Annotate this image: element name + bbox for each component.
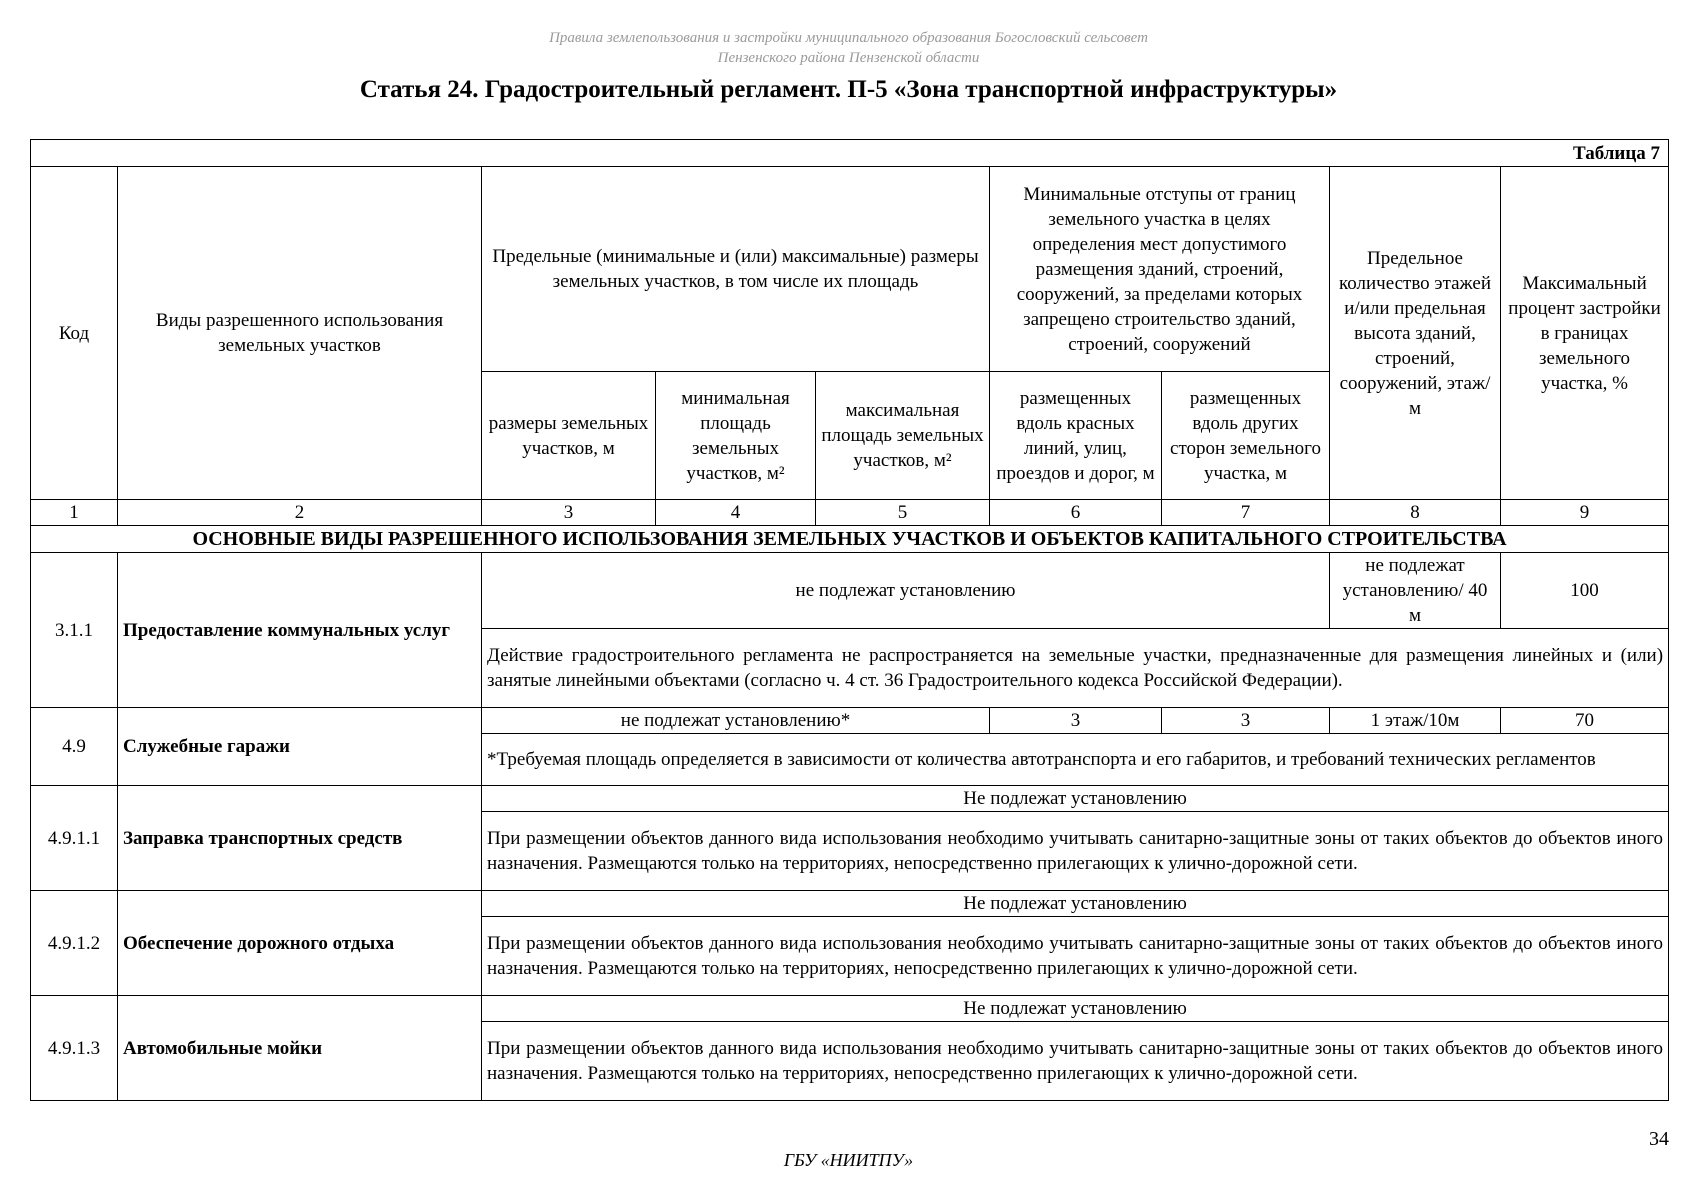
row-code: 3.1.1	[31, 553, 118, 708]
header-sub-max-area: максимальная площадь земельных участков, м²	[816, 372, 990, 500]
table-caption: Таблица 7	[31, 140, 1669, 167]
row-params: не подлежат установлению	[482, 553, 1330, 629]
row-name: Заправка транспортных средств	[118, 786, 482, 891]
header-sub-red-lines: размещенных вдоль красных линий, улиц, проездов и дорог, м	[990, 372, 1162, 500]
col-number: 3	[482, 500, 656, 526]
header-code: Код	[31, 167, 118, 500]
row-code: 4.9.1.3	[31, 996, 118, 1101]
header-row-1	[31, 167, 1669, 372]
row-setback-other: 3	[1162, 708, 1330, 734]
row-name: Обеспечение дорожного отдыха	[118, 891, 482, 996]
row-code: 4.9	[31, 708, 118, 786]
row-note: Действие градостроительного регламента не распространяется на земельные участки, предназначенные для размещения линейных и (или) занятые линейными объектами (согласно ч. 4 ст. 36 Градостроительного кодекса Российской Федерации).	[482, 629, 1669, 708]
col-number: 4	[656, 500, 816, 526]
row-params: Не подлежат установлению	[482, 786, 1669, 812]
table-row	[31, 708, 1669, 734]
page-number: 34	[1649, 1128, 1669, 1150]
running-header-line-2: Пензенского района Пензенской области	[717, 50, 980, 66]
row-setback-red: 3	[990, 708, 1162, 734]
row-coverage: 100	[1501, 553, 1669, 629]
table-row	[31, 786, 1669, 812]
row-note: При размещении объектов данного вида использования необходимо учитывать санитарно-защитные зоны от таких объектов до объектов иного назначения. Размещаются только на территориях, непосредственно прилегающих к улично-дорожной сети.	[482, 917, 1669, 996]
row-note: При размещении объектов данного вида использования необходимо учитывать санитарно-защитные зоны от таких объектов до объектов иного назначения. Размещаются только на территориях, непосредственно прилегающих к улично-дорожной сети.	[482, 1022, 1669, 1101]
header-sizes-group: Предельные (минимальные и (или) максимальные) размеры земельных участков, в том числе их площадь	[482, 167, 990, 372]
section-title: ОСНОВНЫЕ ВИДЫ РАЗРЕШЕННОГО ИСПОЛЬЗОВАНИЯ ЗЕМЕЛЬНЫХ УЧАСТКОВ И ОБЪЕКТОВ КАПИТАЛЬНОГО СТРОИТЕЛЬСТВА	[31, 526, 1669, 553]
table-row	[31, 891, 1669, 917]
col-number: 9	[1501, 500, 1669, 526]
row-floors: не подлежат установлению/ 40 м	[1330, 553, 1501, 629]
row-params: не подлежат установлению*	[482, 708, 990, 734]
row-name: Автомобильные мойки	[118, 996, 482, 1101]
col-number: 2	[118, 500, 482, 526]
row-coverage: 70	[1501, 708, 1669, 734]
caption-row	[31, 140, 1669, 167]
table-row	[31, 553, 1669, 629]
page-title: Статья 24. Градостроительный регламент. П-5 «Зона транспортной инфраструктуры»	[359, 76, 1338, 103]
header-coverage: Максимальный процент застройки в границах земельного участка, %	[1501, 167, 1669, 500]
col-number: 1	[31, 500, 118, 526]
header-sub-other-sides: размещенных вдоль других сторон земельного участка, м	[1162, 372, 1330, 500]
header-setbacks-group: Минимальные отступы от границ земельного участка в целях определения мест допустимого размещения зданий, строений, сооружений, за пределами которых запрещено строительство зданий, строений, сооружений	[990, 167, 1330, 372]
row-params: Не подлежат установлению	[482, 996, 1669, 1022]
header-floors: Предельное количество этажей и/или предельная высота зданий, строений, сооружений, этаж/м	[1330, 167, 1501, 500]
header-use-types: Виды разрешенного использования земельных участков	[118, 167, 482, 500]
row-code: 4.9.1.2	[31, 891, 118, 996]
row-name: Служебные гаражи	[118, 708, 482, 786]
col-number: 8	[1330, 500, 1501, 526]
col-number: 7	[1162, 500, 1330, 526]
table-row	[31, 996, 1669, 1022]
row-note: *Требуемая площадь определяется в зависимости от количества автотранспорта и его габаритов, и требований технических регламентов	[482, 734, 1669, 786]
row-params: Не подлежат установлению	[482, 891, 1669, 917]
row-floors: 1 этаж/10м	[1330, 708, 1501, 734]
header-sub-sizes: размеры земельных участков, м	[482, 372, 656, 500]
running-header	[0, 28, 1697, 68]
section-row	[31, 526, 1669, 553]
col-number: 6	[990, 500, 1162, 526]
row-name: Предоставление коммунальных услуг	[118, 553, 482, 708]
row-code: 4.9.1.1	[31, 786, 118, 891]
row-note: При размещении объектов данного вида использования необходимо учитывать санитарно-защитные зоны от таких объектов до объектов иного назначения. Размещаются только на территориях, непосредственно прилегающих к улично-дорожной сети.	[482, 812, 1669, 891]
col-number: 5	[816, 500, 990, 526]
footer: ГБУ «НИИТПУ»	[783, 1150, 914, 1170]
regulation-table	[30, 139, 1669, 1101]
column-numbers-row	[31, 500, 1669, 526]
header-sub-min-area: минимальная площадь земельных участков, м²	[656, 372, 816, 500]
running-header-line-1: Правила землепользования и застройки муниципального образования Богословский сельсовет	[549, 30, 1148, 46]
